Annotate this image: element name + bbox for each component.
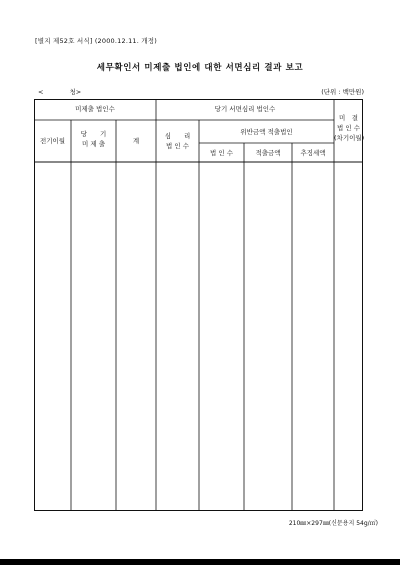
header-undecided-line2: 법 인 수	[337, 124, 360, 132]
header-reviewed	[156, 131, 199, 151]
office-open: <	[38, 88, 44, 96]
header-violation: 위반금액 적출법인	[240, 128, 293, 136]
bottom-bar	[0, 559, 400, 565]
header-current-line1: 당 기	[80, 130, 107, 138]
table-grid	[34, 99, 363, 511]
header-undecided-line3: (차기이월)	[334, 134, 365, 142]
header-unsubmitted: 미제출 법인수	[75, 105, 115, 113]
header-current-line2: 미 제 출	[82, 140, 105, 148]
header-undecided	[334, 113, 363, 143]
header-undecided-line1: 미 결	[338, 114, 359, 122]
header-total: 계	[132, 137, 140, 145]
form-reference: [별지 제52호 서식] (2000.12.11. 개정)	[35, 37, 157, 45]
report-table	[34, 99, 363, 511]
header-tax: 추징세액	[300, 149, 326, 157]
header-reviewed-line1: 심 리	[164, 132, 191, 140]
unit-label: (단위 : 백만원)	[321, 88, 364, 96]
header-reviewed-line2: 법 인 수	[166, 142, 189, 150]
header-current	[71, 129, 116, 149]
office-label	[38, 87, 81, 96]
header-corp-count: 법 인 수	[210, 149, 233, 157]
paper-spec-footer: 210㎜×297㎜(신문용지 54g/㎡)	[288, 520, 378, 527]
header-prev-carry: 전기이월	[39, 137, 66, 145]
header-amount: 적출금액	[255, 149, 281, 157]
header-review: 당기 서면심리 법인수	[214, 105, 276, 113]
form-title: 세무확인서 미제출 법인에 대한 서면심리 결과 보고	[96, 63, 304, 73]
office-close: 청>	[69, 88, 82, 96]
